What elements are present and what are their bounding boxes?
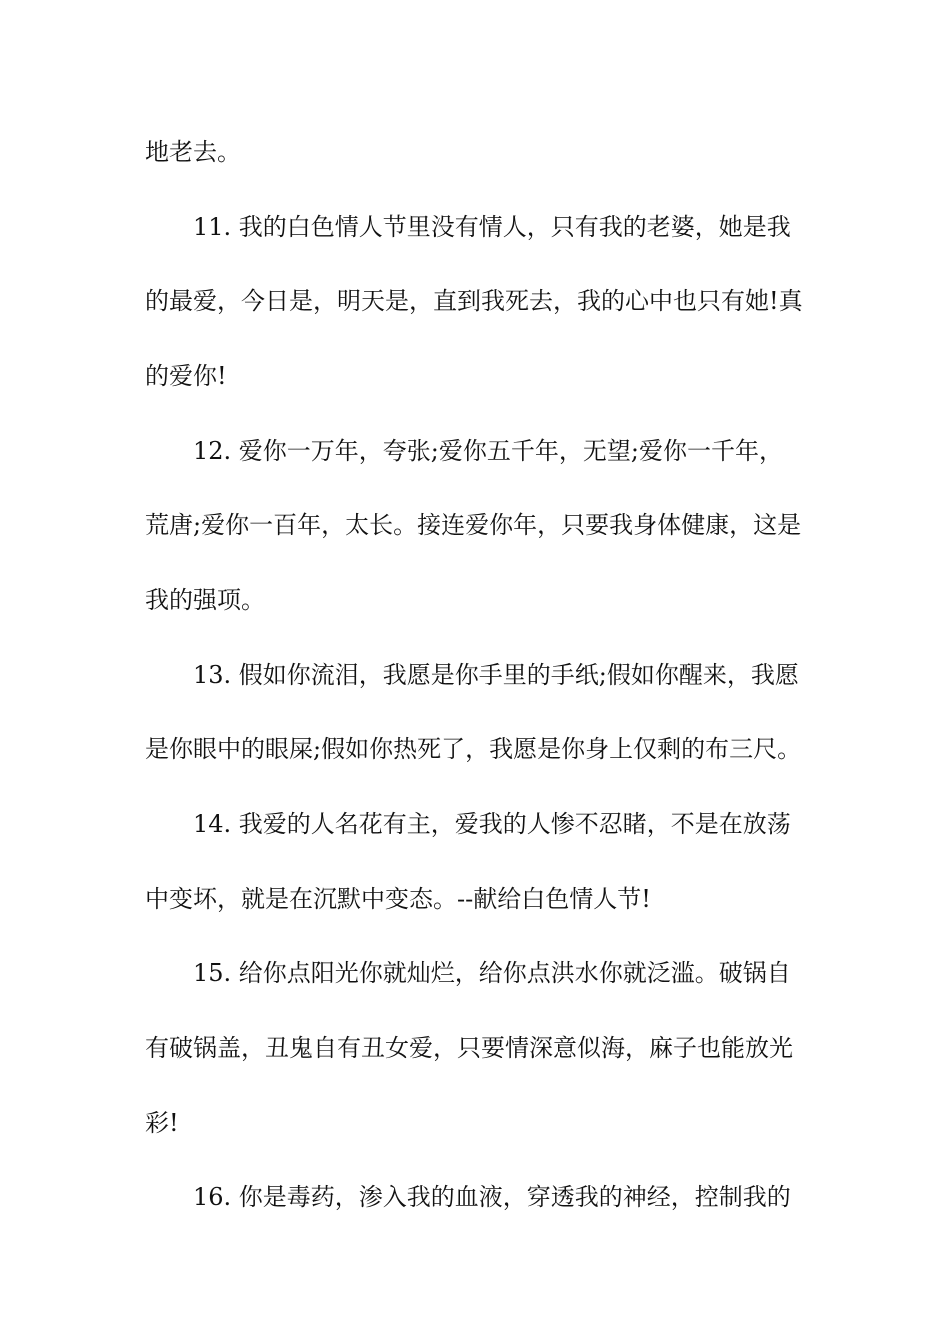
text-line-1: 地老去。 [145,138,241,166]
text-line-11: 中变坏，就是在沉默中变态。--献给白色情人节! [145,885,651,913]
text-line-12: 15. 给你点阳光你就灿烂，给你点洪水你就泛滥。破锅自 [193,959,791,987]
text-line-14: 彩! [145,1109,179,1137]
text-line-8: 13. 假如你流泪，我愿是你手里的手纸;假如你醒来，我愿 [193,661,799,689]
text-line-5: 12. 爱你一万年，夸张;爱你五千年，无望;爱你一千年， [193,437,783,465]
text-line-13: 有破锅盖，丑鬼自有丑女爱，只要情深意似海，麻子也能放光 [145,1034,793,1062]
text-line-6: 荒唐;爱你一百年，太长。接连爱你年，只要我身体健康，这是 [145,511,802,539]
text-line-4: 的爱你! [145,362,227,390]
text-line-3: 的最爱，今日是，明天是，直到我死去，我的心中也只有她!真 [145,287,803,315]
text-line-9: 是你眼中的眼屎;假如你热死了，我愿是你身上仅剩的布三尺。 [145,735,802,763]
text-line-15: 16. 你是毒药，渗入我的血液，穿透我的神经，控制我的 [193,1183,791,1211]
text-line-7: 我的强项。 [145,586,265,614]
text-line-10: 14. 我爱的人名花有主，爱我的人惨不忍睹，不是在放荡 [193,810,791,838]
text-line-2: 11. 我的白色情人节里没有情人，只有我的老婆，她是我 [193,213,791,241]
